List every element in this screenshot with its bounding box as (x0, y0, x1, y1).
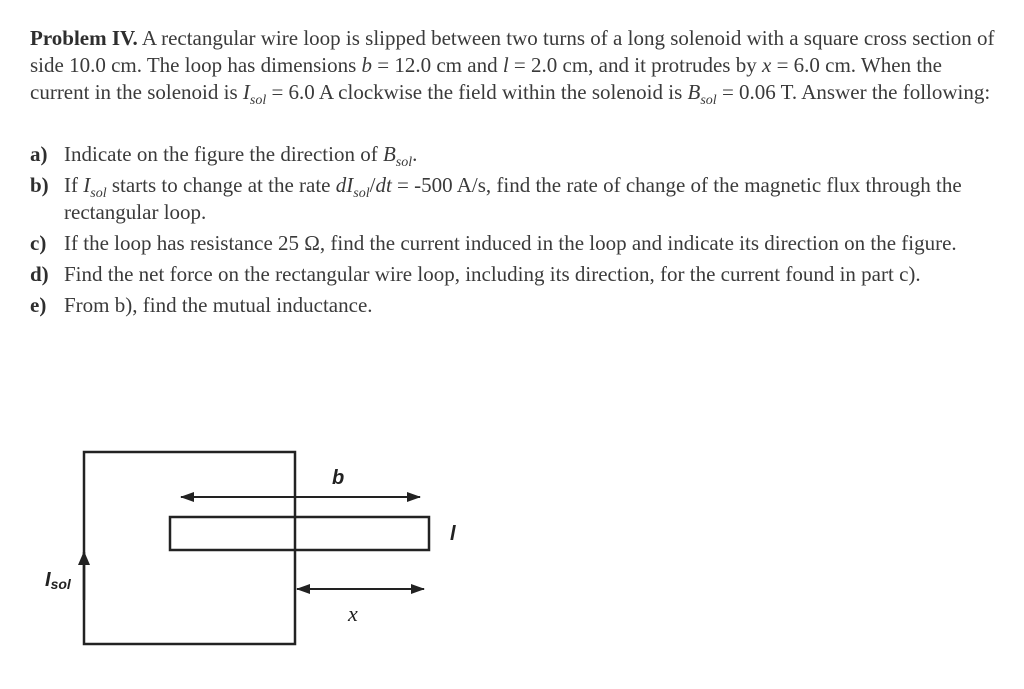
question-d: d) Find the net force on the rectangular wire loop, including its direction, for the current found in part c). (30, 262, 921, 286)
question-a: a) Indicate on the figure the direction of $B_{sol}$. (30, 142, 418, 171)
label-l: l (450, 523, 456, 545)
question-c: c) If the loop has resistance 25 Ω, find the current induced in the loop and indicate its direction on the figure. (30, 231, 957, 255)
solenoid-cross-section (84, 452, 295, 644)
label-b: b (332, 467, 345, 489)
label-isol: Isol (45, 569, 71, 592)
problem-statement: Problem IV. A rectangular wire loop is slipped between two turns of a long solenoid with a square cross section of side 10.0 cm. The loop has dimensions b = 12.0 cm and l = 2.0 cm, and it protrudes by x = 6.0 cm. When the current in the solenoid is $I_{sol} = 6.0$ A clockwise the field within the solenoid is $B_{sol} = 0.06$ T. Answer the following: (30, 26, 995, 109)
wire-loop (170, 517, 429, 550)
question-e: e) From b), find the mutual inductance. (30, 293, 373, 317)
label-x: x (348, 601, 358, 626)
question-b: b) If $I_{sol}$ starts to change at the rate $dI_{sol}/dt = -500$ A/s, find the rate of change of the magnetic flux through the rectangular loop. (30, 173, 962, 224)
problem-heading: Problem IV. (30, 26, 138, 50)
